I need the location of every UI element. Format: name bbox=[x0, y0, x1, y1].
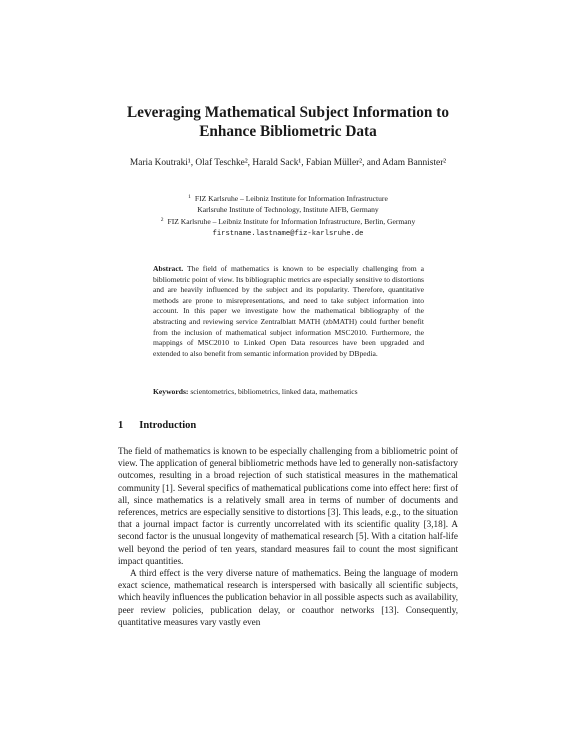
affiliation-text: FIZ Karlsruhe – Leibniz Institute for Information Infrastructure, Berlin, Germany bbox=[167, 217, 416, 226]
paragraph: The field of mathematics is known to be especially challenging from a bibliometric point of view. The application of general bibliometric methods have led to generally non-satisfactory outcomes, resulting in a broad rejection of such statistical measures in the mathematical community [1]. Several specifics of mathematical publications come into effect here: first of all, since mathematics is a relatively small area in terms of number of documents and references, metrics are especially sensitive to distortions [3]. This leads, e.g., to the situation that a journal impact factor is currently uncorrelated with its scientific quality [3,18]. A second factor is the unusual longevity of mathematical research [5]. With a citation half-life well beyond the period of ten years, standard measures fail to count the most significant impact quantities. bbox=[118, 446, 458, 566]
section-body bbox=[118, 445, 458, 628]
abstract-text: The field of mathematics is known to be especially challenging from a bibliometric point of view. Its bibliographic metrics are especially sensitive to distortions and are heavily influenced by the subject and its popularity. Therefore, quantitative methods are prone to misrepresentations, and need to take subject information into account. In this paper we investigate how the mathematical bibliography of the abstracting and reviewing service Zentralblatt MATH (zbMATH) could further benefit from the inclusion of mathematical subject information MSC2010. Furthermore, the mappings of MSC2010 to Linked Open Data resources have been upgraded and extended to also benefit from semantic information provided by DBpedia. bbox=[153, 264, 424, 358]
affiliation-mark: 1 bbox=[188, 194, 191, 200]
contact-email: firstname.lastname@fiz-karlsruhe.de bbox=[212, 230, 364, 238]
section-title: Introduction bbox=[139, 420, 197, 431]
abstract bbox=[153, 264, 424, 359]
affiliation-1-line-2 bbox=[120, 204, 456, 215]
section-number: 1 bbox=[118, 420, 124, 431]
email-row bbox=[120, 227, 456, 240]
section-heading bbox=[118, 420, 196, 431]
keywords-label: Keywords: bbox=[153, 387, 189, 396]
paper-title: Leveraging Mathematical Subject Information to Enhance Bibliometric Data bbox=[126, 104, 450, 140]
affiliation-2 bbox=[120, 215, 456, 227]
author-list: Maria Koutraki¹, Olaf Teschke², Harald Sack¹, Fabian Müller², and Adam Bannister² bbox=[129, 158, 447, 168]
affiliation-text: Karlsruhe Institute of Technology, Institute AIFB, Germany bbox=[197, 205, 379, 214]
keywords-text: scientometrics, bibliometrics, linked data, mathematics bbox=[190, 387, 358, 396]
affiliation-1 bbox=[120, 192, 456, 204]
keywords bbox=[153, 387, 443, 398]
affiliation-text: FIZ Karlsruhe – Leibniz Institute for Information Infrastructure bbox=[194, 194, 388, 203]
abstract-label: Abstract. bbox=[153, 264, 184, 273]
paragraph: A third effect is the very diverse nature of mathematics. Being the language of modern exact science, mathematical research is interspersed with basically all scientific subjects, which heavily influences the publication behavior in all possible aspects such as availability, peer review policies, publication delay, or coauthor networks [13]. Consequently, quantitative measures vary vastly even bbox=[118, 568, 459, 627]
affiliation-mark: 2 bbox=[160, 217, 164, 223]
affiliations bbox=[120, 192, 456, 240]
